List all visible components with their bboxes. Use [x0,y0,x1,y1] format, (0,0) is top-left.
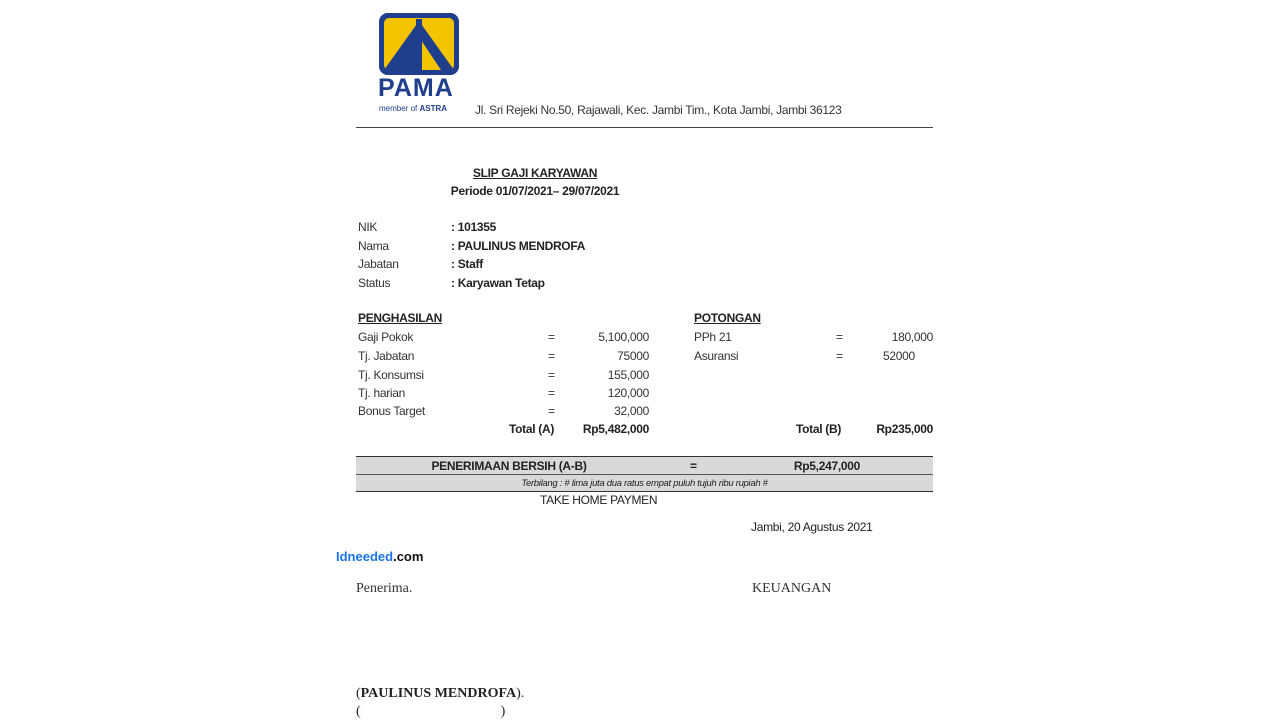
income-item-amount: 75000 [617,349,649,363]
employee-status-value: : Karyawan Tetap [451,276,545,290]
employee-name-value: : PAULINUS MENDROFA [451,239,586,253]
income-item-eq: = [548,368,555,382]
income-item-label: Tj. Konsumsi [358,368,424,382]
net-pay-eq: = [690,459,697,473]
blank-open: ( [356,704,361,719]
sign-open: ( [356,686,361,701]
income-item-label: Tj. harian [358,386,406,400]
deduction-item-amount: 180,000 [891,330,933,344]
income-item-eq: = [548,349,555,363]
company-logo [379,13,459,75]
income-item-label: Bonus Target [358,404,425,418]
income-item-eq: = [548,330,555,344]
deductions-heading: POTONGAN [694,311,761,325]
employee-nik-label: NIK [358,220,378,234]
receiver-signature-line [356,686,524,702]
deduction-item-amount: 52000 [883,349,915,363]
income-total-amount: Rp5,482,000 [582,422,649,436]
income-item-amount: 120,000 [607,386,649,400]
pama-logo-icon [379,13,459,75]
receiver-signature-name: PAULINUS MENDROFA [360,686,517,701]
member-prefix: member of [379,104,418,113]
logo-wordmark: PAMA [378,74,454,102]
deduction-item-label: PPh 21 [694,330,732,344]
slip-title: SLIP GAJI KARYAWAN [472,166,598,180]
income-item-label: Tj. Jabatan [358,349,415,363]
income-heading: PENGHASILAN [358,311,443,325]
company-address: Jl. Sri Rejeki No.50, Rajawali, Kec. Jambi Tim., Kota Jambi, Jambi 36123 [475,103,842,117]
deductions-total-amount: Rp235,000 [876,422,933,436]
logo-tagline [379,104,447,113]
blank-signature-line [356,704,505,720]
employee-status-label: Status [358,276,391,290]
employee-nik-value: : 101355 [451,220,496,234]
income-item-amount: 32,000 [614,404,649,418]
watermark-part-b: .com [393,549,424,564]
deduction-item-eq: = [836,349,843,363]
income-total-label: Total (A) [509,422,555,436]
sign-close: ). [516,686,525,701]
header-divider [356,127,933,128]
watermark-part-a: Idneeded [336,549,394,564]
watermark [336,549,423,564]
amount-in-words: Terbilang : # lima juta dua ratus empat puluh tujuh ribu rupiah # [521,478,768,489]
net-pay-divider [356,474,933,475]
income-item-eq: = [548,386,555,400]
deductions-total-label: Total (B) [796,422,842,436]
deduction-item-eq: = [836,330,843,344]
net-pay-amount: Rp5,247,000 [793,459,860,473]
income-item-eq: = [548,404,555,418]
deduction-item-label: Asuransi [694,349,739,363]
employee-name-label: Nama [358,239,389,253]
blank-close: ) [500,704,506,719]
slip-period: Periode 01/07/2021– 29/07/2021 [450,184,620,198]
finance-label: KEUANGAN [752,581,832,596]
net-pay-label: PENERIMAAN BERSIH (A-B) [431,459,587,473]
income-item-label: Gaji Pokok [358,330,414,344]
city-date: Jambi, 20 Agustus 2021 [751,520,873,534]
income-item-amount: 5,100,000 [598,330,649,344]
income-item-amount: 155,000 [607,368,649,382]
take-home-label: TAKE HOME PAYMEN [540,493,658,507]
receiver-label: Penerima. [356,581,413,596]
employee-position-value: : Staff [451,257,483,271]
employee-position-label: Jabatan [358,257,399,271]
member-brand: ASTRA [419,104,448,113]
